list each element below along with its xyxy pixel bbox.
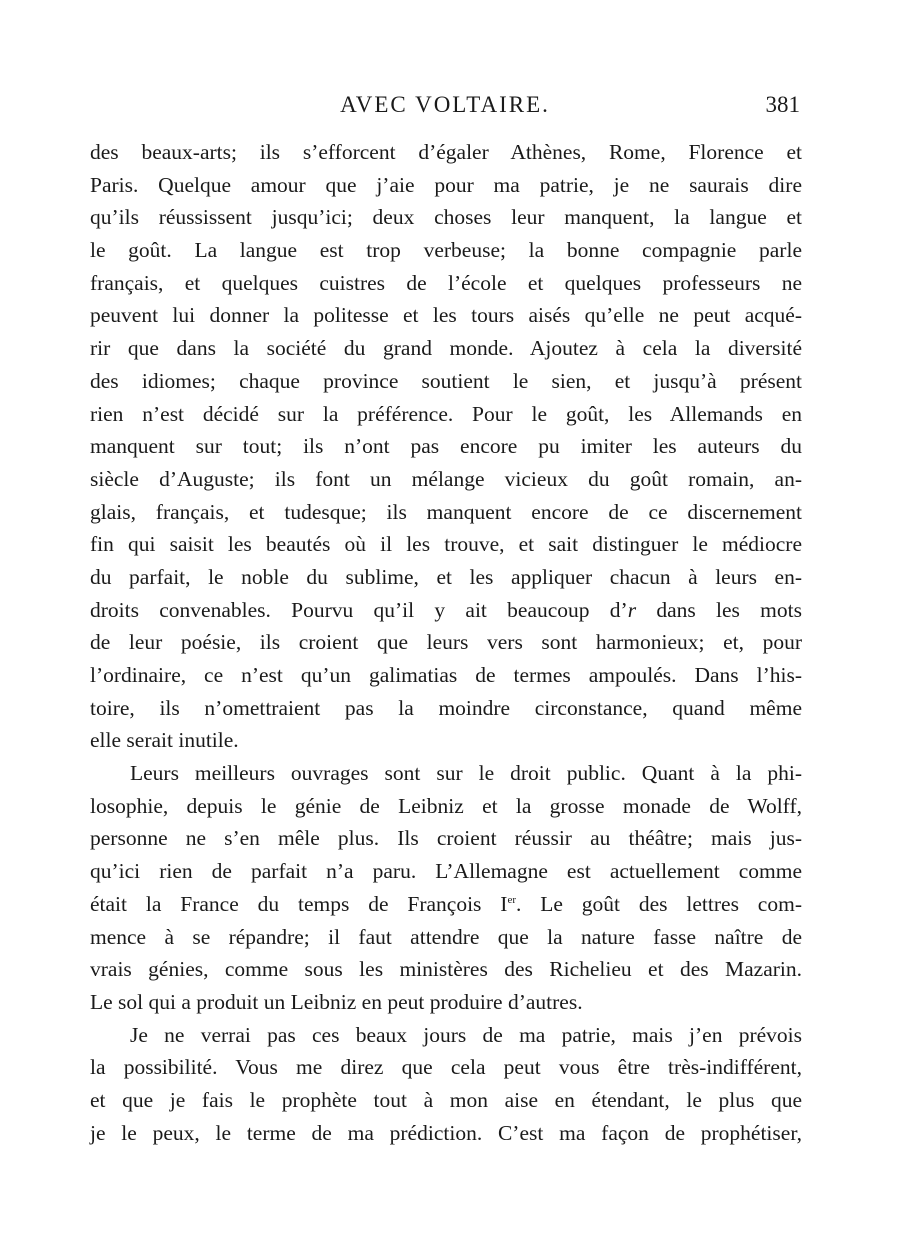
text-segment: était la France du temps de François I <box>90 891 508 916</box>
text-line: elle serait inutile. <box>90 728 239 753</box>
body-text <box>90 136 802 1149</box>
text-line: du parfait, le noble du sublime, et les appliquer chacun à leurs en- <box>90 564 802 589</box>
text-line: et que je fais le prophète tout à mon aise en étendant, le plus que <box>90 1087 802 1112</box>
text-line: losophie, depuis le génie de Leibniz et la grosse monade de Wolff, <box>90 793 802 818</box>
text-line: qu’ils réussissent jusqu’ici; deux choses leur manquent, la langue et <box>90 205 802 230</box>
text-line: rir que dans la société du grand monde. Ajoutez à cela la diversité <box>90 336 802 361</box>
text-line: mence à se répandre; il faut attendre que la nature fasse naître de <box>90 924 802 949</box>
text-line: toire, ils n’omettraient pas la moindre circonstance, quand même <box>90 695 802 720</box>
text-line: Je ne verrai pas ces beaux jours de ma patrie, mais j’en prévois <box>130 1022 802 1047</box>
page-number: 381 <box>765 92 800 117</box>
text-segment: . Le goût des lettres com- <box>516 891 802 916</box>
text-line: peuvent lui donner la politesse et les tours aisés qu’elle ne peut acqué- <box>90 303 802 328</box>
text-segment: dans les mots <box>636 597 802 622</box>
text-line: la possibilité. Vous me direz que cela peut vous être très-indifférent, <box>90 1055 802 1080</box>
text-segment: droits convenables. Pourvu qu’il y ait beaucoup d’ <box>90 597 628 622</box>
text-line: qu’ici rien de parfait n’a paru. L’Allemagne est actuellement comme <box>90 859 802 884</box>
text-line: Le sol qui a produit un Leibniz en peut produire d’autres. <box>90 989 583 1014</box>
text-line: je le peux, le terme de ma prédiction. C’est ma façon de prophétiser, <box>90 1120 802 1145</box>
text-line: manquent sur tout; ils n’ont pas encore pu imiter les auteurs du <box>90 434 802 459</box>
text-line: de leur poésie, ils croient que leurs vers sont harmonieux; et, pour <box>90 630 802 655</box>
running-head <box>90 92 800 122</box>
text-line: fin qui saisit les beautés où il les trouve, et sait distinguer le médiocre <box>90 532 802 557</box>
text-line: français, et quelques cuistres de l’école et quelques professeurs ne <box>90 270 802 295</box>
text-line: personne ne s’en mêle plus. Ils croient réussir au théâtre; mais jus- <box>90 826 802 851</box>
text-line: Leurs meilleurs ouvrages sont sur le droit public. Quant à la phi- <box>130 761 802 786</box>
text-line: l’ordinaire, ce n’est qu’un galimatias de termes ampoulés. Dans l’his- <box>90 663 802 687</box>
text-line: rien n’est décidé sur la préférence. Pour le goût, les Allemands en <box>90 401 802 426</box>
text-line <box>90 594 802 627</box>
italic-letter: r <box>627 597 637 622</box>
text-line: le goût. La langue est trop verbeuse; la bonne compagnie parle <box>90 238 802 263</box>
superscript: er <box>507 893 516 906</box>
text-line: des beaux-arts; ils s’efforcent d’égaler Athènes, Rome, Florence et <box>90 140 802 164</box>
text-line: glais, français, et tudesque; ils manquent encore de ce discernement <box>90 499 802 524</box>
text-line: vrais génies, comme sous les ministères des Richelieu et des Mazarin. <box>90 957 802 982</box>
running-title: AVEC VOLTAIRE. <box>340 92 550 117</box>
text-line: des idiomes; chaque province soutient le sien, et jusqu’à présent <box>90 368 802 393</box>
text-line: siècle d’Auguste; ils font un mélange vicieux du goût romain, an- <box>90 466 802 491</box>
text-line <box>90 888 802 921</box>
text-line: Paris. Quelque amour que j’aie pour ma patrie, je ne saurais dire <box>90 172 802 197</box>
